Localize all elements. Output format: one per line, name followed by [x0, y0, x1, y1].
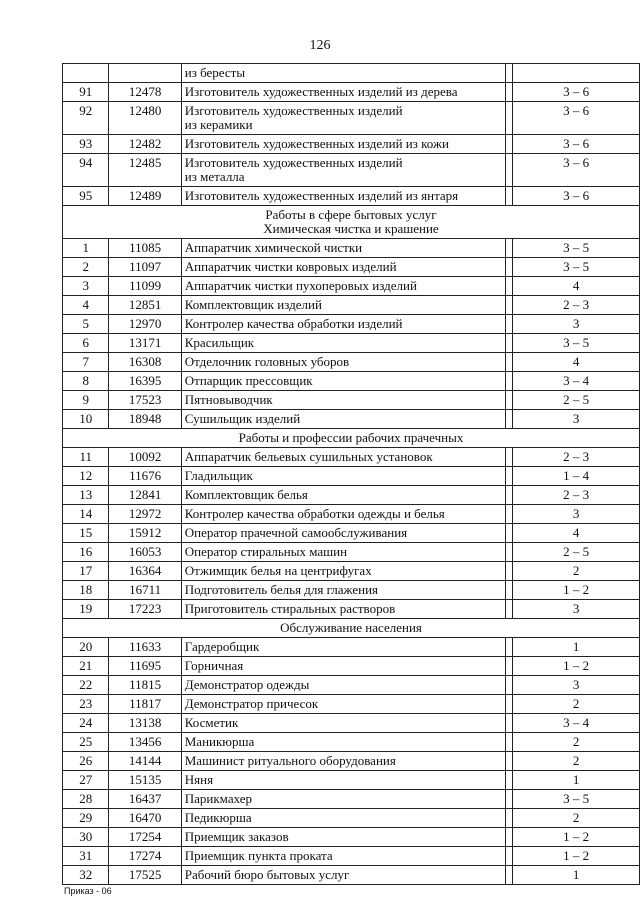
- row-name-line: Оператор стиральных машин: [184, 544, 348, 559]
- row-number-cell: 92: [63, 102, 109, 135]
- row-name-cell: [181, 315, 506, 334]
- row-empty-cell: [506, 353, 513, 372]
- row-name-line: Изготовитель художественных изделий: [184, 155, 403, 170]
- row-code-cell: 12972: [109, 505, 181, 524]
- row-empty-cell: [506, 581, 513, 600]
- section-heading: [63, 619, 640, 638]
- row-name-line: Комплектовщик белья: [184, 487, 308, 502]
- row-code-cell: 11099: [109, 277, 181, 296]
- row-number-cell: 29: [63, 809, 109, 828]
- row-empty-cell: [506, 467, 513, 486]
- row-name-cell: [181, 135, 506, 154]
- row-name-cell: [181, 790, 506, 809]
- row-grade-cell: 2 – 5: [513, 391, 640, 410]
- row-empty-cell: [506, 505, 513, 524]
- table-row: [63, 809, 640, 828]
- row-grade-cell: [513, 64, 640, 83]
- row-grade-cell: 1 – 4: [513, 467, 640, 486]
- row-empty-cell: [506, 372, 513, 391]
- row-grade-cell: 3: [513, 410, 640, 429]
- row-code-cell: 17523: [109, 391, 181, 410]
- row-name-cell: из бересты: [181, 64, 506, 83]
- row-number-cell: 6: [63, 334, 109, 353]
- row-grade-cell: 2: [513, 562, 640, 581]
- table-row: [63, 581, 640, 600]
- row-name-line: Подготовитель белья для глажения: [184, 582, 379, 597]
- row-code-cell: 17274: [109, 847, 181, 866]
- table-row: [63, 543, 640, 562]
- row-empty-cell: [506, 102, 513, 135]
- row-empty-cell: [506, 714, 513, 733]
- row-empty-cell: [506, 64, 513, 83]
- row-grade-cell: 1 – 2: [513, 657, 640, 676]
- row-grade-cell: 3 – 5: [513, 790, 640, 809]
- row-empty-cell: [506, 695, 513, 714]
- row-name-cell: [181, 657, 506, 676]
- row-name-cell: [181, 372, 506, 391]
- section-heading-line: Работы и профессии рабочих прачечных: [238, 430, 464, 445]
- row-name-line: Парикмахер: [184, 791, 253, 806]
- row-name-line: Горничная: [184, 658, 244, 673]
- row-name-cell: [181, 581, 506, 600]
- table-row: [63, 714, 640, 733]
- row-code-cell: 13456: [109, 733, 181, 752]
- row-grade-cell: 3 – 5: [513, 334, 640, 353]
- row-code-cell: 11815: [109, 676, 181, 695]
- row-name-cell: [181, 847, 506, 866]
- row-number-cell: 2: [63, 258, 109, 277]
- row-empty-cell: [506, 771, 513, 790]
- row-empty-cell: [506, 258, 513, 277]
- row-grade-cell: 3 – 5: [513, 258, 640, 277]
- row-number-cell: 16: [63, 543, 109, 562]
- row-grade-cell: 3 – 4: [513, 372, 640, 391]
- row-number-cell: 13: [63, 486, 109, 505]
- table-row: [63, 752, 640, 771]
- row-number-cell: 5: [63, 315, 109, 334]
- table-row: [63, 638, 640, 657]
- row-code-cell: 11633: [109, 638, 181, 657]
- row-name-cell: [181, 543, 506, 562]
- row-number-cell: 91: [63, 83, 109, 102]
- row-empty-cell: [506, 657, 513, 676]
- row-empty-cell: [506, 315, 513, 334]
- row-code-cell: 17254: [109, 828, 181, 847]
- row-grade-cell: 2 – 3: [513, 486, 640, 505]
- row-grade-cell: 1: [513, 771, 640, 790]
- continuation-row: [63, 64, 640, 83]
- row-number-cell: 27: [63, 771, 109, 790]
- row-name-line: Приготовитель стиральных растворов: [184, 601, 396, 616]
- row-name-line: Аппаратчик чистки ковровых изделий: [184, 259, 397, 274]
- row-name-cell: [181, 83, 506, 102]
- row-code-cell: 18948: [109, 410, 181, 429]
- row-name-cell: [181, 505, 506, 524]
- row-grade-cell: 3 – 6: [513, 187, 640, 206]
- row-name-line: Отжимщик белья на центрифугах: [184, 563, 372, 578]
- row-number-cell: 26: [63, 752, 109, 771]
- table-row: [63, 790, 640, 809]
- row-code-cell: 12970: [109, 315, 181, 334]
- row-empty-cell: [506, 486, 513, 505]
- row-name-line: Демонстратор одежды: [184, 677, 310, 692]
- table-row: [63, 828, 640, 847]
- row-name-line: Отделочник головных уборов: [184, 354, 350, 369]
- row-name-line: Педикюрша: [184, 810, 252, 825]
- table-row: [63, 391, 640, 410]
- section-heading: [63, 429, 640, 448]
- table-row: [63, 448, 640, 467]
- row-code-cell: 12851: [109, 296, 181, 315]
- row-name-line: Маникюрша: [184, 734, 255, 749]
- row-number-cell: 19: [63, 600, 109, 619]
- row-name-cell: [181, 828, 506, 847]
- section-heading-line: Химическая чистка и крашение: [263, 221, 439, 236]
- row-number-cell: 9: [63, 391, 109, 410]
- row-name-line: Гладильщик: [184, 468, 253, 483]
- row-name-line: Оператор прачечной самообслуживания: [184, 525, 408, 540]
- row-code-cell: 12478: [109, 83, 181, 102]
- row-grade-cell: 4: [513, 353, 640, 372]
- row-grade-cell: 3 – 6: [513, 154, 640, 187]
- row-name-cell: [181, 353, 506, 372]
- row-name-line: Приемщик заказов: [184, 829, 289, 844]
- row-code-cell: 11817: [109, 695, 181, 714]
- row-number-cell: 31: [63, 847, 109, 866]
- row-number-cell: 94: [63, 154, 109, 187]
- row-code-cell: 15135: [109, 771, 181, 790]
- row-empty-cell: [506, 277, 513, 296]
- row-code-cell: 14144: [109, 752, 181, 771]
- section-heading-line: Работы в сфере бытовых услуг: [265, 207, 437, 222]
- section-row: [63, 619, 640, 638]
- table-row: [63, 524, 640, 543]
- row-empty-cell: [506, 790, 513, 809]
- row-number-cell: 23: [63, 695, 109, 714]
- row-grade-cell: 3 – 6: [513, 102, 640, 135]
- row-empty-cell: [506, 154, 513, 187]
- row-name-cell: [181, 562, 506, 581]
- row-code-cell: 11676: [109, 467, 181, 486]
- row-number-cell: 4: [63, 296, 109, 315]
- table-row: [63, 505, 640, 524]
- row-code-cell: [109, 64, 181, 83]
- row-name-line: Аппаратчик бельевых сушильных установок: [184, 449, 433, 464]
- row-empty-cell: [506, 847, 513, 866]
- row-empty-cell: [506, 83, 513, 102]
- row-empty-cell: [506, 866, 513, 885]
- row-name-line: Контролер качества обработки изделий: [184, 316, 403, 331]
- row-number-cell: 24: [63, 714, 109, 733]
- row-name-cell: [181, 187, 506, 206]
- row-number-cell: 14: [63, 505, 109, 524]
- row-name-cell: [181, 733, 506, 752]
- row-name-line: из керамики: [184, 117, 253, 132]
- table-row: [63, 771, 640, 790]
- row-grade-cell: 3 – 4: [513, 714, 640, 733]
- row-code-cell: 12482: [109, 135, 181, 154]
- row-name-cell: [181, 752, 506, 771]
- row-name-line: Комплектовщик изделий: [184, 297, 322, 312]
- row-empty-cell: [506, 638, 513, 657]
- table-row: [63, 102, 640, 135]
- row-grade-cell: 1 – 2: [513, 847, 640, 866]
- row-code-cell: 12480: [109, 102, 181, 135]
- row-number-cell: 7: [63, 353, 109, 372]
- row-code-cell: 11097: [109, 258, 181, 277]
- table-row: [63, 154, 640, 187]
- row-name-cell: [181, 410, 506, 429]
- row-empty-cell: [506, 562, 513, 581]
- row-grade-cell: 2 – 5: [513, 543, 640, 562]
- row-code-cell: 16308: [109, 353, 181, 372]
- section-heading: [63, 206, 640, 239]
- row-name-line: Сушильщик изделий: [184, 411, 301, 426]
- row-code-cell: 16053: [109, 543, 181, 562]
- row-empty-cell: [506, 334, 513, 353]
- table-row: [63, 676, 640, 695]
- row-empty-cell: [506, 752, 513, 771]
- section-row: [63, 206, 640, 239]
- table-row: [63, 467, 640, 486]
- row-name-cell: [181, 600, 506, 619]
- row-number-cell: 10: [63, 410, 109, 429]
- row-name-cell: [181, 296, 506, 315]
- row-number-cell: 25: [63, 733, 109, 752]
- row-number-cell: 30: [63, 828, 109, 847]
- table-row: [63, 562, 640, 581]
- row-code-cell: 12485: [109, 154, 181, 187]
- row-number-cell: 11: [63, 448, 109, 467]
- row-empty-cell: [506, 239, 513, 258]
- table-row: [63, 258, 640, 277]
- row-empty-cell: [506, 809, 513, 828]
- table-row: [63, 657, 640, 676]
- row-name-cell: [181, 771, 506, 790]
- row-name-cell: [181, 102, 506, 135]
- row-grade-cell: 3: [513, 505, 640, 524]
- row-code-cell: 16395: [109, 372, 181, 391]
- row-name-cell: [181, 714, 506, 733]
- table-row: [63, 296, 640, 315]
- row-code-cell: 10092: [109, 448, 181, 467]
- row-code-cell: 11085: [109, 239, 181, 258]
- row-grade-cell: 1: [513, 866, 640, 885]
- row-code-cell: 16437: [109, 790, 181, 809]
- row-empty-cell: [506, 187, 513, 206]
- row-number-cell: 17: [63, 562, 109, 581]
- section-row: [63, 429, 640, 448]
- row-name-line: Приемщик пункта проката: [184, 848, 333, 863]
- row-name-cell: [181, 486, 506, 505]
- row-grade-cell: 3 – 6: [513, 135, 640, 154]
- row-name-line: Изготовитель художественных изделий из дерева: [184, 84, 458, 99]
- row-grade-cell: 4: [513, 277, 640, 296]
- row-number-cell: 21: [63, 657, 109, 676]
- row-code-cell: 13171: [109, 334, 181, 353]
- row-empty-cell: [506, 600, 513, 619]
- row-number-cell: 8: [63, 372, 109, 391]
- row-empty-cell: [506, 296, 513, 315]
- row-name-line: Изготовитель художественных изделий: [184, 103, 403, 118]
- row-empty-cell: [506, 524, 513, 543]
- row-name-line: Изготовитель художественных изделий из янтаря: [184, 188, 459, 203]
- row-code-cell: 15912: [109, 524, 181, 543]
- row-grade-cell: 3: [513, 676, 640, 695]
- row-grade-cell: 2: [513, 695, 640, 714]
- table-row: [63, 600, 640, 619]
- row-number-cell: 32: [63, 866, 109, 885]
- row-code-cell: 12489: [109, 187, 181, 206]
- table-row: [63, 695, 640, 714]
- table-row: [63, 135, 640, 154]
- table-row: [63, 410, 640, 429]
- row-empty-cell: [506, 391, 513, 410]
- row-empty-cell: [506, 410, 513, 429]
- row-number-cell: 95: [63, 187, 109, 206]
- row-number-cell: 20: [63, 638, 109, 657]
- row-name-line: Аппаратчик химической чистки: [184, 240, 363, 255]
- row-name-line: Няня: [184, 772, 214, 787]
- table-row: [63, 353, 640, 372]
- row-name-cell: [181, 277, 506, 296]
- row-number-cell: [63, 64, 109, 83]
- table-row: [63, 486, 640, 505]
- row-grade-cell: 2: [513, 733, 640, 752]
- table-row: [63, 277, 640, 296]
- row-empty-cell: [506, 733, 513, 752]
- row-name-cell: [181, 154, 506, 187]
- row-name-line: Изготовитель художественных изделий из кожи: [184, 136, 449, 151]
- row-grade-cell: 2 – 3: [513, 296, 640, 315]
- row-empty-cell: [506, 448, 513, 467]
- row-name-cell: [181, 334, 506, 353]
- row-grade-cell: 2: [513, 752, 640, 771]
- table-row: [63, 733, 640, 752]
- table-row: [63, 334, 640, 353]
- row-grade-cell: 2 – 3: [513, 448, 640, 467]
- row-grade-cell: 1 – 2: [513, 581, 640, 600]
- table-row: [63, 315, 640, 334]
- row-grade-cell: 4: [513, 524, 640, 543]
- row-name-cell: [181, 239, 506, 258]
- row-empty-cell: [506, 828, 513, 847]
- row-empty-cell: [506, 135, 513, 154]
- row-number-cell: 28: [63, 790, 109, 809]
- row-grade-cell: 1 – 2: [513, 828, 640, 847]
- row-name-line: Отпарщик прессовщик: [184, 373, 313, 388]
- section-heading-line: Обслуживание населения: [280, 620, 422, 635]
- row-grade-cell: 3: [513, 600, 640, 619]
- row-name-cell: [181, 809, 506, 828]
- row-name-cell: [181, 467, 506, 486]
- row-name-line: Демонстратор причесок: [184, 696, 319, 711]
- table-row: [63, 847, 640, 866]
- row-name-line: Красильщик: [184, 335, 255, 350]
- row-name-cell: [181, 448, 506, 467]
- table-row: [63, 239, 640, 258]
- row-grade-cell: 1: [513, 638, 640, 657]
- professions-table: [62, 63, 640, 885]
- row-name-line: Машинист ритуального оборудования: [184, 753, 396, 768]
- row-name-line: Пятновыводчик: [184, 392, 273, 407]
- row-grade-cell: 3 – 5: [513, 239, 640, 258]
- row-name-cell: [181, 638, 506, 657]
- row-number-cell: 15: [63, 524, 109, 543]
- table-row: [63, 372, 640, 391]
- row-code-cell: 16470: [109, 809, 181, 828]
- table-row: [63, 83, 640, 102]
- row-name-cell: [181, 676, 506, 695]
- table-row: [63, 866, 640, 885]
- row-name-cell: [181, 524, 506, 543]
- row-number-cell: 93: [63, 135, 109, 154]
- row-code-cell: 17525: [109, 866, 181, 885]
- row-name-cell: [181, 258, 506, 277]
- row-code-cell: 16364: [109, 562, 181, 581]
- row-name-line: Косметик: [184, 715, 239, 730]
- row-name-line: из металла: [184, 169, 245, 184]
- row-number-cell: 3: [63, 277, 109, 296]
- row-name-line: Аппаратчик чистки пухоперовых изделий: [184, 278, 417, 293]
- row-name-cell: [181, 695, 506, 714]
- row-code-cell: 13138: [109, 714, 181, 733]
- row-name-line: Гардеробщик: [184, 639, 260, 654]
- row-grade-cell: 2: [513, 809, 640, 828]
- table-row: [63, 187, 640, 206]
- row-grade-cell: 3 – 6: [513, 83, 640, 102]
- row-name-cell: [181, 866, 506, 885]
- row-number-cell: 22: [63, 676, 109, 695]
- row-code-cell: 11695: [109, 657, 181, 676]
- row-code-cell: 16711: [109, 581, 181, 600]
- row-number-cell: 18: [63, 581, 109, 600]
- row-number-cell: 1: [63, 239, 109, 258]
- row-code-cell: 12841: [109, 486, 181, 505]
- footer-note: Приказ - 06: [64, 886, 112, 896]
- row-empty-cell: [506, 543, 513, 562]
- row-empty-cell: [506, 676, 513, 695]
- row-number-cell: 12: [63, 467, 109, 486]
- row-code-cell: 17223: [109, 600, 181, 619]
- row-name-cell: [181, 391, 506, 410]
- row-name-line: Рабочий бюро бытовых услуг: [184, 867, 350, 882]
- page-number: 126: [309, 38, 331, 53]
- row-grade-cell: 3: [513, 315, 640, 334]
- row-name-line: Контролер качества обработки одежды и белья: [184, 506, 445, 521]
